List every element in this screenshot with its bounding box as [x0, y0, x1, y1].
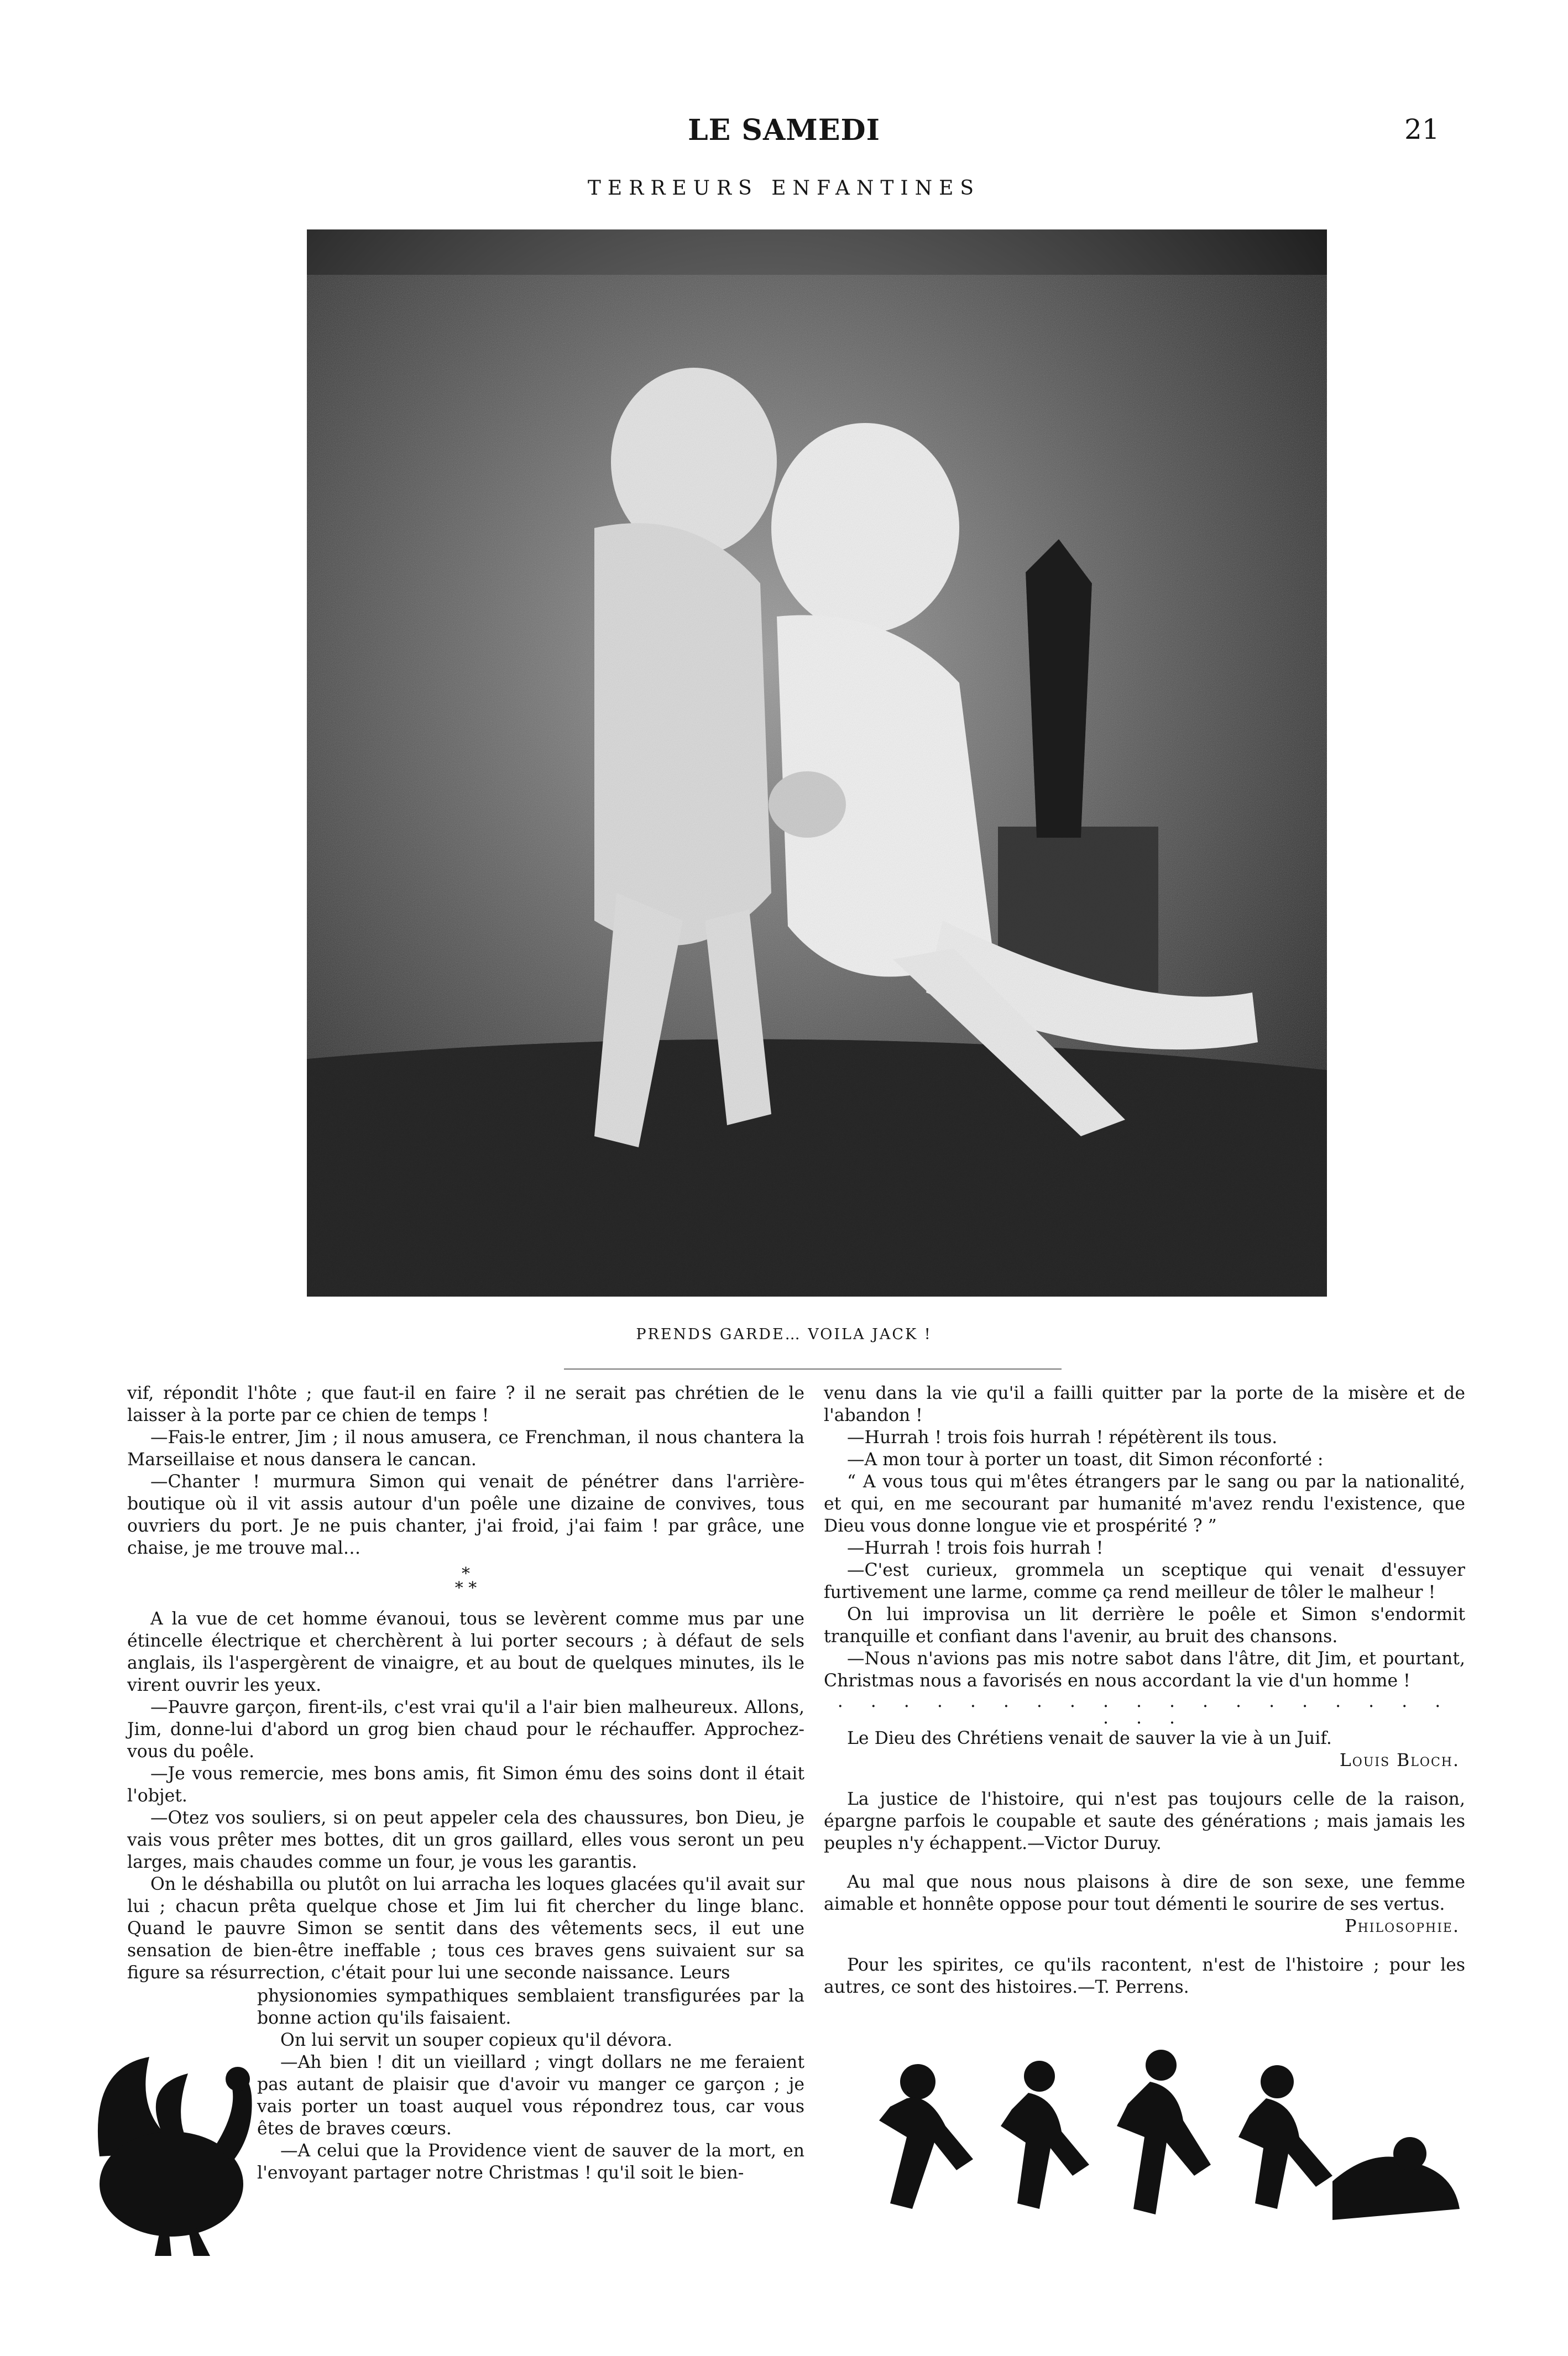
engraving-illustration [307, 229, 1327, 1297]
paragraph: Le Dieu des Chrétiens venait de sauver la vie à un Juif. [847, 1728, 1332, 1748]
paragraph: On lui servit un souper copieux qu'il dévora. [280, 2030, 673, 2050]
quote: Pour les spirites, ce qu'ils racontent, n'est de l'histoire ; pour les autres, ce sont des histoires.—T. Perrens. [824, 1955, 1465, 1997]
dancing-figures-icon [879, 2043, 1465, 2237]
paragraph: A la vue de cet homme évanoui, tous se levèrent comme mus par une étincelle électrique et cherchèrent à lui porter secours ; à défaut de sels anglais, ils l'aspergèrent de vinaigre, et au bout de quelques minutes, ils le virent ouvrir les yeux. [127, 1609, 804, 1695]
paragraph: —Ah bien ! dit un vieillard ; vingt dollars ne me feraient pas autant de plaisir que d'avoir vu manger ce garçon ; je vais porter un toast auquel vous répondrez tous, car vous êtes de braves cœurs. [257, 2052, 804, 2139]
paragraph: —C'est curieux, grommela un sceptique qui venait d'essuyer furtivement une larme, comme ça rend meilleur de tôler le malheur ! [824, 1560, 1465, 1602]
paragraph: —Chanter ! murmura Simon qui venait de pénétrer dans l'arrière-boutique où il vit assis autour d'un poêle une dizaine de convives, tous ouvriers du port. Je ne puis chanter, j'ai froid, j'ai faim ! par grâce, une chaise, je me trouve mal… [127, 1472, 804, 1558]
paragraph: —A mon tour à porter un toast, dit Simon réconforté : [847, 1450, 1324, 1470]
paragraph: On lui improvisa un lit derrière le poêle et Simon s'endormit tranquille et confiant dans l'avenir, au bruit des chansons. [824, 1605, 1465, 1647]
masthead: LE SAMEDI [688, 113, 880, 147]
text-column-left [127, 1382, 804, 1984]
paragraph: vif, répondit l'hôte ; que faut-il en faire ? il ne serait pas chrétien de le laisser à la porte par ce chien de temps ! [127, 1383, 804, 1425]
ellipsis-row: . . . . . . . . . . . . . . . . . . . . . . [837, 1691, 1452, 1728]
quote: Au mal que nous nous plaisons à dire de son sexe, une femme aimable et honnête oppose pour tout démenti le sourire de ses vertus. [824, 1872, 1465, 1914]
signature: Philosophie. [1345, 1916, 1460, 1936]
paragraph: —Hurrah ! trois fois hurrah ! [847, 1538, 1104, 1558]
quote: La justice de l'histoire, qui n'est pas toujours celle de la raison, épargne parfois le coupable et saute des générations ; mais jamais les peuples n'y échappent.—Victor Duruy. [824, 1789, 1465, 1853]
paragraph: —A celui que la Providence vient de sauver de la mort, en l'envoyant partager notre Christmas ! qu'il soit le bien- [257, 2141, 804, 2183]
paragraph: physionomies sympathiques semblaient transfigurées par la bonne action qu'ils faisaient. [257, 1986, 804, 2028]
paragraph: —Nous n'avions pas mis notre sabot dans l'âtre, dit Jim, et pourtant, Christmas nous a favorisés en nous accordant la vie d'un homme ! [824, 1649, 1465, 1691]
paragraph: On le déshabilla ou plutôt on lui arracha les loques glacées qu'il avait sur lui ; chacun prêta quelque chose et Jim lui fit chercher du linge blanc. Quand le pauvre Simon se sentit dans des vêtements secs, il eut une sensation de bien-être ineffable ; tous ces braves gens suivaient sur sa figure sa résurrection, c'était pour lui une seconde naissance. Leurs [127, 1874, 804, 1983]
turkey-icon [77, 2035, 263, 2261]
figure-caption: PRENDS GARDE… VOILA JACK ! [636, 1326, 932, 1343]
asterism: * * * [454, 1564, 477, 1598]
text-column-left-continued [257, 1985, 804, 2184]
page-number: 21 [1404, 113, 1440, 145]
paragraph: —Fais-le entrer, Jim ; il nous amusera, ce Frenchman, il nous chantera la Marseillaise et nous dansera le cancan. [127, 1428, 804, 1470]
text-column-right [824, 1382, 1465, 1998]
paragraph: venu dans la vie qu'il a failli quitter par la porte de la misère et de l'abandon ! [824, 1383, 1465, 1425]
paragraph: —Je vous remercie, mes bons amis, fit Simon ému des soins dont il était l'objet. [127, 1764, 804, 1806]
paragraph: —Pauvre garçon, firent-ils, c'est vrai qu'il a l'air bien malheureux. Allons, Jim, donne-lui d'abord un grog bien chaud pour le réchauffer. Approchez-vous du poêle. [127, 1697, 804, 1762]
section-title: TERREURS ENFANTINES [587, 177, 981, 200]
paragraph: —Hurrah ! trois fois hurrah ! répétèrent ils tous. [847, 1428, 1278, 1448]
divider [564, 1368, 1062, 1370]
signature: Louis Bloch. [1339, 1751, 1460, 1770]
paragraph: —Otez vos souliers, si on peut appeler cela des chaussures, bon Dieu, je vais vous prêter mes bottes, dit un gros gaillard, elles vous seront un peu larges, mais chaudes comme un four, je vous les garantis. [127, 1808, 804, 1872]
paragraph: “ A vous tous qui m'êtes étrangers par le sang ou par la nationalité, et qui, en me secourant par humanité m'avez rendu l'existence, que Dieu vous donne longue vie et prospérité ? ” [824, 1472, 1465, 1536]
